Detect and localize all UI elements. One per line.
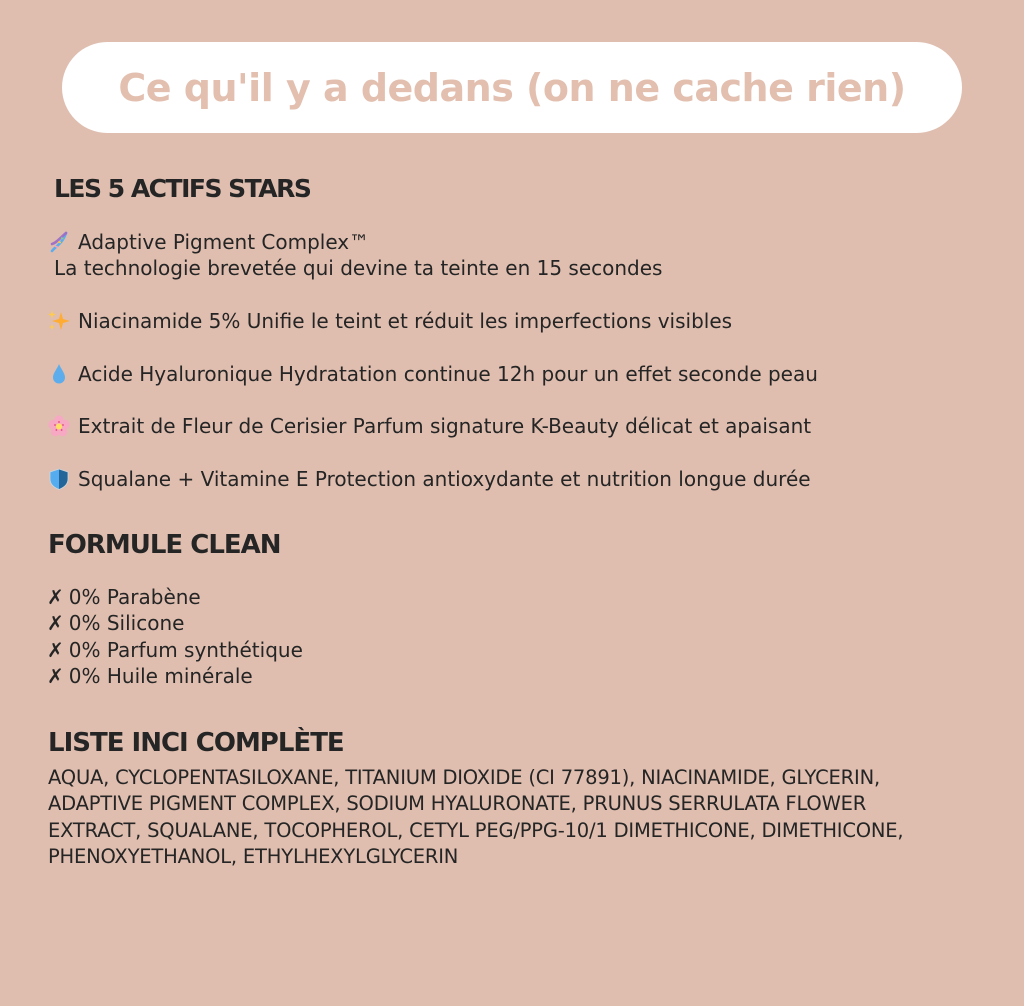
title-banner bbox=[62, 42, 962, 133]
droplet-icon bbox=[47, 362, 71, 386]
actif-label: Squalane + Vitamine E Protection antioxydante et nutrition longue durée bbox=[78, 467, 811, 491]
sparkles-icon bbox=[47, 309, 71, 333]
cross-icon: ✗ bbox=[47, 663, 64, 688]
actif-item-acide-hyaluronique bbox=[47, 361, 818, 387]
actif-label: Extrait de Fleur de Cerisier Parfum signature K-Beauty délicat et apaisant bbox=[78, 414, 812, 438]
actif-label: Acide Hyaluronique Hydratation continue 12h pour un effet seconde peau bbox=[78, 362, 818, 386]
actif-description: La technologie brevetée qui devine ta teinte en 15 secondes bbox=[54, 256, 663, 280]
actif-item-adaptive-pigment bbox=[47, 229, 369, 255]
clean-heading: FORMULE CLEAN bbox=[48, 530, 281, 560]
clean-item bbox=[47, 610, 303, 636]
clean-item bbox=[47, 663, 303, 689]
actifs-heading: LES 5 ACTIFS STARS bbox=[54, 174, 311, 203]
cherry-blossom-icon bbox=[47, 414, 71, 438]
inci-ingredient-list: AQUA, CYCLOPENTASILOXANE, TITANIUM DIOXIDE (CI 77891), NIACINAMIDE, GLYCERIN, ADAPTIVE PIGMENT COMPLEX, SODIUM HYALURONATE, PRUNUS SERRULATA FLOWER EXTRACT, SQUALANE, TOCOPHEROL, CETYL PEG/PPG-10/1 DIMETHICONE, DIMETHICONE, PHENOXYETHANOL, ETHYLHEXYLGLYCERIN bbox=[48, 766, 904, 868]
clean-item-label: 0% Huile minérale bbox=[68, 663, 253, 688]
clean-item-label: 0% Silicone bbox=[68, 611, 185, 636]
cross-icon: ✗ bbox=[47, 611, 64, 636]
page-title: Ce qu'il y a dedans (on ne cache rien) bbox=[118, 65, 906, 110]
clean-item bbox=[47, 584, 303, 610]
clean-item-label: 0% Parfum synthétique bbox=[68, 637, 303, 662]
clean-item bbox=[47, 637, 303, 663]
cross-icon: ✗ bbox=[47, 637, 64, 662]
actif-label: Adaptive Pigment Complex™ bbox=[78, 230, 370, 254]
actif-item-niacinamide bbox=[47, 308, 732, 334]
dna-icon bbox=[47, 230, 71, 254]
clean-list bbox=[47, 584, 303, 689]
actif-item-fleur-cerisier bbox=[47, 413, 811, 439]
actif-label: Niacinamide 5% Unifie le teint et réduit les imperfections visibles bbox=[78, 309, 733, 333]
cross-icon: ✗ bbox=[47, 585, 64, 609]
shield-icon bbox=[47, 467, 71, 491]
inci-heading: LISTE INCI COMPLÈTE bbox=[48, 728, 344, 758]
clean-item-label: 0% Parabène bbox=[68, 585, 201, 609]
actif-item-squalane bbox=[47, 466, 811, 492]
